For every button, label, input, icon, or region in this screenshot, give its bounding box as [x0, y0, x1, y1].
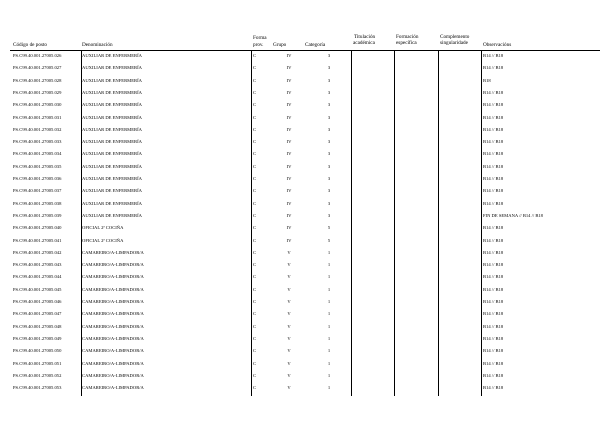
cell-observacions: B14 // B18 — [483, 151, 504, 157]
cell-grupo: IV — [286, 102, 292, 108]
cell-grupo: IV — [286, 53, 292, 58]
cell-code: PS.C99.40.001.27005.041 — [13, 237, 62, 243]
cell-observacions: B14 // B18 — [483, 360, 504, 366]
cell-code: PS.C99.40.001.27005.044 — [13, 274, 62, 280]
cell-categoria: 3 — [327, 77, 331, 83]
cell-denominacion: CAMAREIRO/A-LIMPADOR/A — [82, 360, 144, 366]
cell-code: PS.C99.40.001.27005.027 — [13, 65, 62, 71]
cell-forma-prov: C — [253, 348, 257, 354]
cell-categoria: 3 — [327, 212, 331, 218]
cell-denominacion: OFICIAL 2ª COCIÑA — [82, 237, 124, 243]
header-forma-prov-line2: prov. — [253, 42, 264, 48]
cell-denominacion: AUXILIAR DE ENFERMERÍA — [82, 188, 142, 194]
cell-observacions: B14 // B18 — [483, 200, 504, 206]
table-row — [0, 185, 615, 197]
cell-observacions: B14 // B18 — [483, 299, 504, 304]
cell-denominacion: CAMAREIRO/A-LIMPADOR/A — [82, 286, 144, 292]
cell-observacions: B14 // B18 — [483, 372, 504, 378]
header-observacions: Observacións — [483, 42, 512, 48]
table-row — [0, 124, 615, 136]
table-row — [0, 50, 615, 62]
table-row — [0, 358, 615, 370]
table-row — [0, 296, 615, 308]
cell-code: PS.C99.40.001.27005.026 — [13, 53, 62, 58]
cell-denominacion: CAMAREIRO/A-LIMPADOR/A — [82, 323, 144, 329]
table-row — [0, 87, 615, 99]
cell-denominacion: AUXILIAR DE ENFERMERÍA — [82, 151, 142, 157]
cell-code: PS.C99.40.001.27005.042 — [13, 249, 62, 255]
cell-code: PS.C99.40.001.27005.051 — [13, 360, 62, 366]
cell-denominacion: CAMAREIRO/A-LIMPADOR/A — [82, 335, 144, 341]
table-row — [0, 370, 615, 382]
cell-denominacion: AUXILIAR DE ENFERMERÍA — [82, 200, 142, 206]
cell-forma-prov: C — [253, 53, 257, 58]
cell-grupo: V — [287, 385, 291, 391]
cell-categoria: 5 — [327, 237, 331, 243]
cell-forma-prov: C — [253, 65, 257, 71]
table-row — [0, 99, 615, 111]
cell-grupo: IV — [286, 114, 292, 120]
cell-grupo: V — [287, 286, 291, 292]
cell-denominacion: CAMAREIRO/A-LIMPADOR/A — [82, 372, 144, 378]
cell-forma-prov: C — [253, 274, 257, 280]
cell-forma-prov: C — [253, 200, 257, 206]
cell-code: PS.C99.40.001.27005.028 — [13, 77, 62, 83]
table-row — [0, 222, 615, 234]
cell-grupo: V — [287, 262, 291, 268]
cell-code: PS.C99.40.001.27005.046 — [13, 299, 62, 304]
cell-denominacion: AUXILIAR DE ENFERMERÍA — [82, 89, 142, 95]
cell-categoria: 5 — [327, 225, 331, 231]
cell-observacions: FIN DE SEMANA // B14 // B18 — [483, 212, 543, 218]
cell-code: PS.C99.40.001.27005.053 — [13, 385, 62, 391]
cell-forma-prov: C — [253, 311, 257, 317]
cell-categoria: 1 — [327, 360, 331, 366]
cell-grupo: IV — [286, 151, 292, 157]
table-row — [0, 112, 615, 124]
cell-forma-prov: C — [253, 212, 257, 218]
cell-code: PS.C99.40.001.27005.035 — [13, 163, 62, 169]
cell-code: PS.C99.40.001.27005.036 — [13, 176, 62, 181]
cell-observacions: B14 // B18 — [483, 335, 504, 341]
cell-observacions: B14 // B18 — [483, 385, 504, 391]
table-row — [0, 284, 615, 296]
cell-categoria: 1 — [327, 311, 331, 317]
cell-denominacion: AUXILIAR DE ENFERMERÍA — [82, 114, 142, 120]
cell-code: PS.C99.40.001.27005.048 — [13, 323, 62, 329]
table-row — [0, 161, 615, 173]
header-formacion-line1: Formación — [396, 34, 419, 40]
cell-denominacion: OFICIAL 2ª COCIÑA — [82, 225, 124, 231]
cell-code: PS.C99.40.001.27005.034 — [13, 151, 62, 157]
cell-grupo: IV — [286, 163, 292, 169]
table-row — [0, 321, 615, 333]
table-row — [0, 62, 615, 74]
cell-categoria: 1 — [327, 335, 331, 341]
table-row — [0, 198, 615, 210]
cell-code: PS.C99.40.001.27005.045 — [13, 286, 62, 292]
cell-observacions: B14 // B18 — [483, 249, 504, 255]
cell-denominacion: AUXILIAR DE ENFERMERÍA — [82, 212, 142, 218]
cell-denominacion: CAMAREIRO/A-LIMPADOR/A — [82, 311, 144, 317]
cell-observacions: B14 // B18 — [483, 53, 504, 58]
cell-observacions: B14 // B18 — [483, 348, 504, 354]
cell-categoria: 3 — [327, 89, 331, 95]
cell-observacions: B14 // B18 — [483, 139, 504, 145]
cell-observacions: B14 // B18 — [483, 311, 504, 317]
cell-observacions: B14 // B18 — [483, 102, 504, 108]
cell-denominacion: AUXILIAR DE ENFERMERÍA — [82, 126, 142, 132]
cell-observacions: B14 // B18 — [483, 176, 504, 181]
cell-grupo: V — [287, 372, 291, 378]
cell-categoria: 3 — [327, 151, 331, 157]
cell-grupo: IV — [286, 139, 292, 145]
cell-observacions: B18 — [483, 77, 491, 83]
cell-categoria: 1 — [327, 372, 331, 378]
table-row — [0, 235, 615, 247]
header-categoria: Categoría — [305, 42, 326, 48]
table-row — [0, 308, 615, 320]
cell-forma-prov: C — [253, 249, 257, 255]
cell-observacions: B14 // B18 — [483, 286, 504, 292]
cell-grupo: V — [287, 323, 291, 329]
cell-forma-prov: C — [253, 151, 257, 157]
table-row — [0, 382, 615, 394]
cell-observacions: B14 // B18 — [483, 188, 504, 194]
cell-code: PS.C99.40.001.27005.050 — [13, 348, 62, 354]
cell-observacions: B14 // B18 — [483, 323, 504, 329]
table-row — [0, 136, 615, 148]
cell-denominacion: AUXILIAR DE ENFERMERÍA — [82, 163, 142, 169]
cell-denominacion: CAMAREIRO/A-LIMPADOR/A — [82, 385, 144, 391]
cell-forma-prov: C — [253, 335, 257, 341]
cell-denominacion: CAMAREIRO/A-LIMPADOR/A — [82, 348, 144, 354]
cell-code: PS.C99.40.001.27005.032 — [13, 126, 62, 132]
cell-denominacion: CAMAREIRO/A-LIMPADOR/A — [82, 274, 144, 280]
cell-forma-prov: C — [253, 262, 257, 268]
cell-forma-prov: C — [253, 102, 257, 108]
cell-categoria: 1 — [327, 286, 331, 292]
cell-code: PS.C99.40.001.27005.029 — [13, 89, 62, 95]
cell-code: PS.C99.40.001.27005.030 — [13, 102, 62, 108]
cell-forma-prov: C — [253, 237, 257, 243]
cell-grupo: IV — [286, 89, 292, 95]
cell-grupo: V — [287, 335, 291, 341]
cell-categoria: 3 — [327, 114, 331, 120]
cell-categoria: 3 — [327, 200, 331, 206]
cell-grupo: V — [287, 249, 291, 255]
cell-forma-prov: C — [253, 139, 257, 145]
cell-forma-prov: C — [253, 225, 257, 231]
cell-grupo: IV — [286, 237, 292, 243]
cell-forma-prov: C — [253, 163, 257, 169]
cell-categoria: 3 — [327, 163, 331, 169]
cell-observacions: B14 // B18 — [483, 225, 504, 231]
cell-code: PS.C99.40.001.27005.047 — [13, 311, 62, 317]
cell-grupo: V — [287, 360, 291, 366]
table-row — [0, 210, 615, 222]
cell-categoria: 3 — [327, 102, 331, 108]
cell-categoria: 3 — [327, 176, 331, 181]
cell-observacions: B14 // B18 — [483, 163, 504, 169]
table-row — [0, 247, 615, 259]
cell-categoria: 3 — [327, 139, 331, 145]
cell-code: PS.C99.40.001.27005.033 — [13, 139, 62, 145]
cell-forma-prov: C — [253, 286, 257, 292]
cell-categoria: 1 — [327, 249, 331, 255]
cell-observacions: B14 // B18 — [483, 274, 504, 280]
table-row — [0, 259, 615, 271]
cell-forma-prov: C — [253, 299, 257, 304]
cell-forma-prov: C — [253, 126, 257, 132]
cell-observacions: B14 // B18 — [483, 65, 504, 71]
cell-categoria: 1 — [327, 299, 331, 304]
header-titulacion-line2: académica — [353, 40, 375, 46]
cell-denominacion: AUXILIAR DE ENFERMERÍA — [82, 176, 142, 181]
cell-grupo: IV — [286, 188, 292, 194]
cell-categoria: 3 — [327, 188, 331, 194]
cell-grupo: IV — [286, 200, 292, 206]
cell-denominacion: AUXILIAR DE ENFERMERÍA — [82, 139, 142, 145]
cell-grupo: IV — [286, 65, 292, 71]
cell-categoria: 1 — [327, 274, 331, 280]
cell-categoria: 1 — [327, 348, 331, 354]
cell-forma-prov: C — [253, 360, 257, 366]
cell-denominacion: AUXILIAR DE ENFERMERÍA — [82, 77, 142, 83]
cell-grupo: IV — [286, 176, 292, 181]
cell-grupo: IV — [286, 77, 292, 83]
cell-grupo: V — [287, 348, 291, 354]
cell-forma-prov: C — [253, 323, 257, 329]
table-row — [0, 345, 615, 357]
cell-observacions: B14 // B18 — [483, 237, 504, 243]
cell-forma-prov: C — [253, 385, 257, 391]
cell-forma-prov: C — [253, 176, 257, 181]
cell-forma-prov: C — [253, 89, 257, 95]
cell-categoria: 1 — [327, 323, 331, 329]
header-formacion-line2: específica — [396, 40, 417, 46]
table-row — [0, 75, 615, 87]
cell-categoria: 1 — [327, 385, 331, 391]
table-row — [0, 271, 615, 283]
cell-grupo: V — [287, 274, 291, 280]
header-grupo: Grupo — [273, 42, 287, 48]
cell-categoria: 3 — [327, 65, 331, 71]
cell-denominacion: AUXILIAR DE ENFERMERÍA — [82, 102, 142, 108]
cell-grupo: V — [287, 299, 291, 304]
cell-denominacion: AUXILIAR DE ENFERMERÍA — [82, 65, 142, 71]
cell-grupo: V — [287, 311, 291, 317]
header-complemento-line2: singularidade — [440, 40, 468, 46]
table-row — [0, 148, 615, 160]
cell-categoria: 3 — [327, 126, 331, 132]
cell-code: PS.C99.40.001.27005.052 — [13, 372, 62, 378]
cell-categoria: 1 — [327, 262, 331, 268]
cell-observacions: B14 // B18 — [483, 89, 504, 95]
table-row — [0, 333, 615, 345]
cell-code: PS.C99.40.001.27005.038 — [13, 200, 62, 206]
cell-code: PS.C99.40.001.27005.040 — [13, 225, 62, 231]
cell-observacions: B14 // B18 — [483, 114, 504, 120]
cell-code: PS.C99.40.001.27005.031 — [13, 114, 62, 120]
cell-grupo: IV — [286, 212, 292, 218]
cell-code: PS.C99.40.001.27005.039 — [13, 212, 62, 218]
cell-forma-prov: C — [253, 77, 257, 83]
cell-denominacion: CAMAREIRO/A-LIMPADOR/A — [82, 262, 144, 268]
cell-code: PS.C99.40.001.27005.049 — [13, 335, 62, 341]
header-forma-prov-line1: Forma — [253, 35, 267, 41]
cell-denominacion: AUXILIAR DE ENFERMERÍA — [82, 53, 142, 58]
table-row — [0, 173, 615, 185]
header-titulacion-line1: Titulación — [354, 34, 376, 40]
cell-forma-prov: C — [253, 114, 257, 120]
header-complemento-line1: Complemento — [440, 34, 470, 40]
cell-observacions: B14 // B18 — [483, 262, 504, 268]
cell-code: PS.C99.40.001.27005.037 — [13, 188, 62, 194]
cell-forma-prov: C — [253, 372, 257, 378]
cell-denominacion: CAMAREIRO/A-LIMPADOR/A — [82, 299, 144, 304]
cell-denominacion: CAMAREIRO/A-LIMPADOR/A — [82, 249, 144, 255]
cell-grupo: IV — [286, 126, 292, 132]
cell-code: PS.C99.40.001.27005.043 — [13, 262, 62, 268]
cell-forma-prov: C — [253, 188, 257, 194]
header-denominacion: Denominación — [82, 42, 113, 48]
cell-categoria: 3 — [327, 53, 331, 58]
cell-observacions: B14 // B18 — [483, 126, 504, 132]
cell-grupo: IV — [286, 225, 292, 231]
header-codigo: Código de posto — [13, 42, 48, 48]
